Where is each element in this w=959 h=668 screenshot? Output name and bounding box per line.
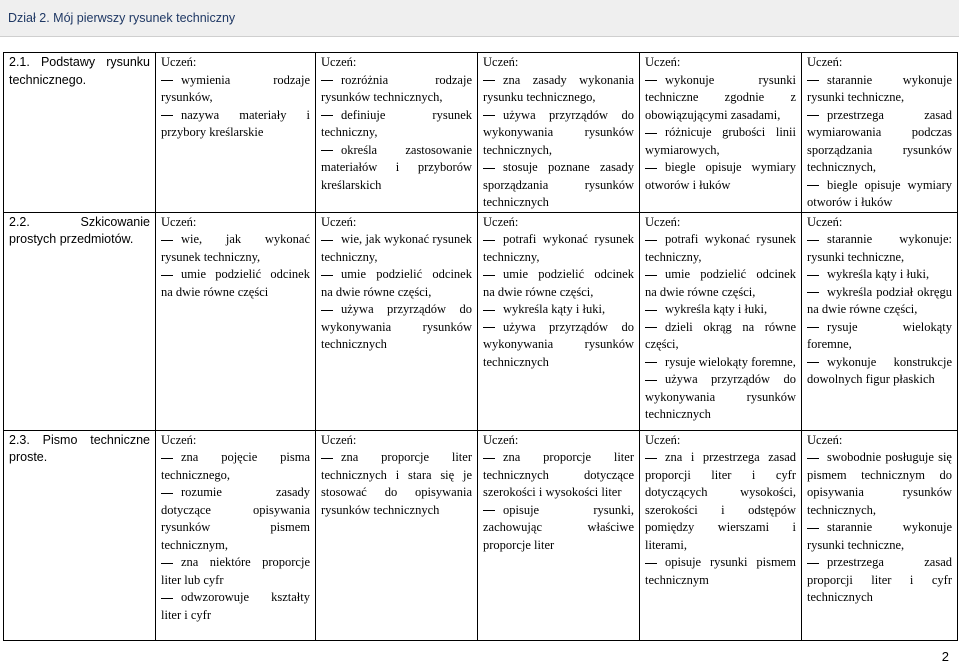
list-item (645, 354, 796, 372)
dash-bullet-icon (807, 362, 819, 363)
dash-bullet-icon (321, 458, 333, 459)
dash-bullet-icon (807, 292, 819, 293)
list-item (161, 72, 310, 107)
list-item-text: wykreśla podział okręgu na dwie równe części, (807, 284, 952, 316)
list-item (161, 231, 310, 266)
list-item-text: wykreśla kąty i łuki, (827, 267, 930, 281)
requirement-cell (802, 53, 958, 213)
cell-label: Uczeń: (807, 214, 843, 229)
list-item-text: potrafi wykonać rysunek techniczny, (483, 232, 634, 264)
dash-bullet-icon (161, 493, 173, 494)
list-item (645, 449, 796, 554)
list-item (807, 231, 952, 266)
list-item-text: wykreśla kąty i łuki, (503, 302, 606, 316)
dash-bullet-icon (321, 80, 333, 81)
requirement-cell (640, 430, 802, 640)
cell-label: Uczeń: (161, 55, 197, 69)
list-item-text: swobodnie posługuje się pismem technicznym do opisywania rysunków technicznych, (807, 450, 952, 517)
requirement-cell (640, 212, 802, 430)
list-item-text: zna niektóre proporcje liter lub cyfr (161, 555, 310, 587)
dash-bullet-icon (321, 310, 333, 311)
requirements-table (3, 52, 958, 641)
dash-bullet-icon (807, 563, 819, 564)
list-item (807, 519, 952, 554)
list-item (161, 554, 310, 589)
dash-bullet-icon (161, 458, 173, 459)
list-item (483, 231, 634, 266)
cell-label: Uczeń: (645, 432, 681, 447)
list-item (483, 502, 634, 555)
list-item (645, 231, 796, 266)
list-item (161, 484, 310, 554)
dash-bullet-icon (161, 275, 173, 276)
list-item-text: zna pojęcie pisma technicznego, (161, 450, 310, 482)
list-item (645, 72, 796, 125)
list-item (807, 266, 952, 284)
list-item-text: wykreśla kąty i łuki, (665, 302, 768, 316)
list-item-text: wykonuje konstrukcje dowolnych figur płaskich (807, 354, 952, 386)
list-item-text: opisuje rysunki pismem technicznym (645, 555, 796, 587)
list-item-text: wykonuje rysunki techniczne zgodnie z obowiązującymi zasadami, (645, 72, 796, 122)
dash-bullet-icon (807, 528, 819, 529)
dash-bullet-icon (321, 150, 333, 151)
list-item (321, 231, 472, 266)
list-item (807, 554, 952, 607)
list-item-text: używa przyrządów do wykonywania rysunków technicznych (321, 302, 472, 351)
cell-label: Uczeń: (161, 214, 197, 229)
cell-label: Uczeń: (483, 55, 519, 69)
dash-bullet-icon (807, 327, 819, 328)
list-item-text: umie podzielić odcinek na dwie równe części, (645, 267, 796, 299)
list-item-text: umie podzielić odcinek na dwie równe części, (321, 267, 472, 299)
list-item-text: stosuje poznane zasady sporządzania rysunków technicznych (483, 160, 634, 209)
list-item (807, 177, 952, 212)
list-item-text: zna i przestrzega zasad proporcji liter i cyfr dotyczących wysokości, szerokości i odstępów pomiędzy wierszami i literami, (645, 450, 796, 552)
dash-bullet-icon (807, 240, 819, 241)
dash-bullet-icon (807, 80, 819, 81)
dash-bullet-icon (483, 80, 495, 81)
list-item-text: zna proporcje liter technicznych i stara się je stosować do opisywania rysunków technicznych (321, 450, 472, 517)
dash-bullet-icon (645, 80, 657, 81)
list-item (807, 284, 952, 319)
requirement-cell (478, 53, 640, 213)
table-row (4, 430, 958, 640)
dash-bullet-icon (645, 458, 657, 459)
list-item-text: potrafi wykonać rysunek techniczny, (645, 232, 796, 264)
list-item-text: określa zastosowanie materiałów i przyborów kreślarskich (321, 142, 472, 192)
requirement-cell (316, 430, 478, 640)
cell-label: Uczeń: (321, 432, 357, 447)
list-item (645, 159, 796, 194)
dash-bullet-icon (807, 275, 819, 276)
list-item-text: rysuje wielokąty foremne, (807, 319, 952, 351)
list-item-text: starannie wykonuje rysunki techniczne, (807, 72, 952, 104)
list-item-text: odwzorowuje kształty liter i cyfr (161, 590, 310, 622)
topic-cell: 2.3. Pismo techniczne proste. (4, 430, 156, 640)
dash-bullet-icon (321, 240, 333, 241)
list-item-text: biegle opisuje wymiary otworów i łuków (645, 160, 796, 192)
list-item (483, 72, 634, 107)
list-item-text: biegle opisuje wymiary otworów i łuków (807, 177, 952, 209)
list-item-text: definiuje rysunek techniczny, (321, 107, 472, 139)
requirement-cell (802, 212, 958, 430)
list-item (483, 319, 634, 372)
list-item-text: wie, jak wykonać rysunek techniczny, (161, 232, 310, 264)
dash-bullet-icon (161, 115, 173, 116)
list-item-text: umie podzielić odcinek na dwie równe części, (483, 267, 634, 299)
list-item-text: opisuje rysunki, zachowując właściwe proporcje liter (483, 502, 634, 552)
list-item (483, 301, 634, 319)
requirement-cell (156, 212, 316, 430)
list-item-text: starannie wykonuje rysunki techniczne, (807, 520, 952, 552)
list-item (483, 107, 634, 160)
list-item (161, 107, 310, 142)
list-item (645, 554, 796, 589)
dash-bullet-icon (483, 275, 495, 276)
list-item-text: dzieli okrąg na równe części, (645, 319, 796, 351)
list-item-text: rozróżnia rodzaje rysunków technicznych, (321, 72, 472, 104)
list-item-text: rysuje wielokąty foremne, (665, 354, 796, 369)
dash-bullet-icon (807, 185, 819, 186)
requirement-cell (156, 430, 316, 640)
list-item (321, 107, 472, 142)
list-item (161, 589, 310, 624)
dash-bullet-icon (483, 310, 495, 311)
list-item-text: używa przyrządów do wykonywania rysunków technicznych, (483, 107, 634, 157)
list-item-text: przestrzega zasad proporcji liter i cyfr technicznych (807, 555, 952, 604)
requirement-cell (316, 212, 478, 430)
list-item (807, 72, 952, 107)
requirement-cell (156, 53, 316, 213)
dash-bullet-icon (645, 362, 657, 363)
list-item-text: nazywa materiały i przybory kreślarskie (161, 107, 310, 139)
list-item-text: zna zasady wykonania rysunku technicznego, (483, 72, 634, 104)
cell-label: Uczeń: (645, 55, 681, 69)
list-item (807, 449, 952, 519)
list-item-text: używa przyrządów do wykonywania rysunków technicznych (645, 372, 796, 421)
dash-bullet-icon (645, 240, 657, 241)
list-item (645, 319, 796, 354)
list-item (161, 449, 310, 484)
list-item-text: wymienia rodzaje rysunków, (161, 72, 310, 104)
dash-bullet-icon (807, 115, 819, 116)
cell-label: Uczeń: (807, 432, 843, 447)
dash-bullet-icon (645, 327, 657, 328)
cell-label: Uczeń: (807, 55, 843, 69)
list-item (807, 354, 952, 389)
list-item-text: rozumie zasady dotyczące opisywania rysunków pismem technicznym, (161, 485, 310, 552)
page-number: 2 (941, 649, 949, 664)
requirement-cell (478, 212, 640, 430)
list-item-text: używa przyrządów do wykonywania rysunków technicznych (483, 319, 634, 369)
dash-bullet-icon (161, 240, 173, 241)
dash-bullet-icon (483, 510, 495, 511)
list-item (483, 159, 634, 212)
dash-bullet-icon (161, 563, 173, 564)
cell-label: Uczeń: (321, 214, 357, 229)
requirement-cell (640, 53, 802, 213)
list-item (645, 266, 796, 301)
dash-bullet-icon (483, 458, 495, 459)
list-item (321, 449, 472, 519)
cell-label: Uczeń: (645, 214, 681, 229)
dash-bullet-icon (483, 115, 495, 116)
requirement-cell (316, 53, 478, 213)
document-header (0, 0, 959, 37)
dash-bullet-icon (483, 327, 495, 328)
requirement-cell (802, 430, 958, 640)
requirement-cell (478, 430, 640, 640)
list-item (161, 266, 310, 301)
cell-label: Uczeń: (321, 55, 357, 69)
dash-bullet-icon (321, 275, 333, 276)
dash-bullet-icon (321, 115, 333, 116)
cell-label: Uczeń: (483, 432, 519, 447)
table-row (4, 212, 958, 430)
list-item (321, 142, 472, 195)
dash-bullet-icon (645, 133, 657, 134)
dash-bullet-icon (645, 380, 657, 381)
dash-bullet-icon (645, 563, 657, 564)
dash-bullet-icon (645, 310, 657, 311)
list-item (645, 124, 796, 159)
list-item (321, 72, 472, 107)
dash-bullet-icon (645, 275, 657, 276)
list-item (645, 301, 796, 319)
list-item (321, 266, 472, 301)
list-item-text: przestrzega zasad wymiarowania podczas sporządzania rysunków technicznych, (807, 107, 952, 174)
dash-bullet-icon (645, 168, 657, 169)
list-item (483, 449, 634, 502)
cell-label: Uczeń: (483, 214, 519, 229)
cell-label: Uczeń: (161, 432, 197, 447)
list-item-text: starannie wykonuje: rysunki techniczne, (807, 232, 952, 264)
list-item-text: wie, jak wykonać rysunek techniczny, (321, 232, 472, 264)
topic-cell: 2.1. Podstawy rysunku technicznego. (4, 53, 156, 213)
list-item (645, 371, 796, 424)
list-item (483, 266, 634, 301)
list-item (321, 301, 472, 354)
dash-bullet-icon (161, 598, 173, 599)
table-row (4, 53, 958, 213)
list-item (807, 319, 952, 354)
list-item-text: umie podzielić odcinek na dwie równe części (161, 267, 310, 299)
dash-bullet-icon (161, 80, 173, 81)
topic-cell: 2.2. Szkicowanie prostych przedmiotów. (4, 212, 156, 430)
list-item (807, 107, 952, 177)
list-item-text: różnicuje grubości linii wymiarowych, (645, 125, 796, 157)
list-item-text: zna proporcje liter technicznych dotyczące szerokości i wysokości liter (483, 450, 634, 499)
dash-bullet-icon (483, 240, 495, 241)
dash-bullet-icon (483, 168, 495, 169)
dash-bullet-icon (807, 458, 819, 459)
chapter-title: Dział 2. Mój pierwszy rysunek techniczny (8, 11, 236, 25)
